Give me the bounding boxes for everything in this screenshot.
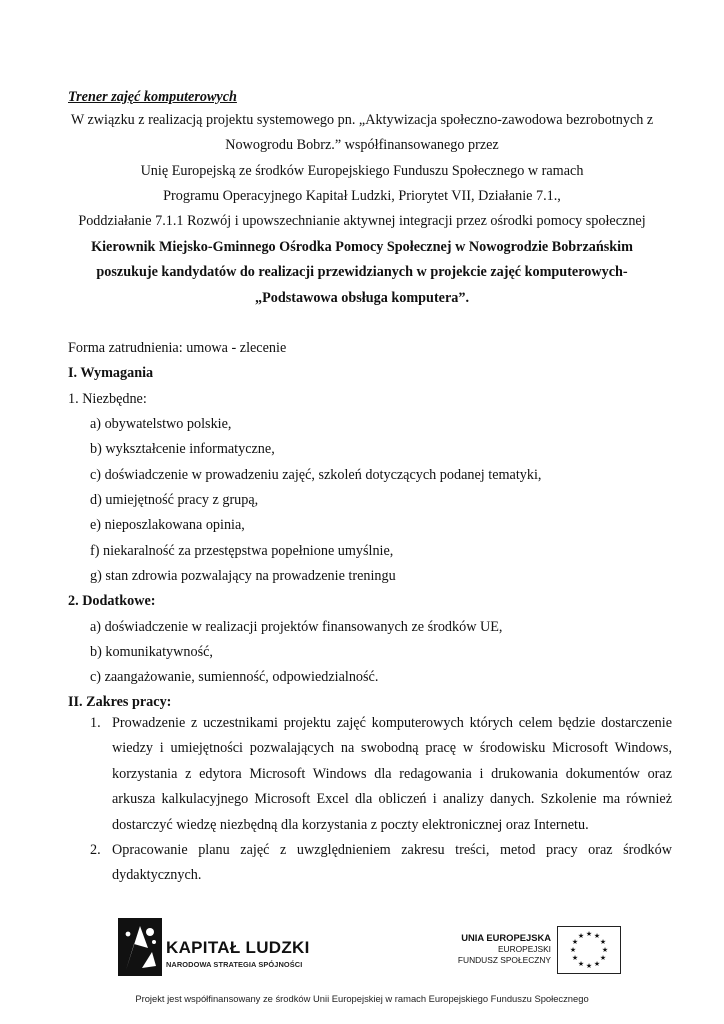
svg-text:★: ★ — [585, 962, 593, 970]
intro-line-1: W związku z realizacją projektu systemowego pn. „Aktywizacja społeczno-zawodowa bezrobotnych z — [70, 112, 654, 128]
scope-item-text: Opracowanie planu zajęć z uwzględnieniem zakresu treści, metod pracy oraz środków dydaktycznych. — [112, 842, 672, 884]
scope-item-text: Prowadzenie z uczestnikami projektu zajęć komputerowych których celem będzie dostarczenie wiedzy i umiejętności pozwalających na swobodną pracę w środowisku Microsoft Windows, korzystania z edytora Microsoft Windows dla redagowania i drukowania dokumentów oraz arkusza kalkulacyjnego Microsoft Excel dla obliczeń i analizy danych. Szkolenie ma również dostarczyć wiedzę niezbędną dla korzystania z poczty elektronicznej oraz Internetu. — [112, 715, 672, 833]
intro-line-5: Poddziałanie 7.1.1 Rozwój i upowszechnianie aktywnej integracji przez ośrodki pomocy społecznej — [78, 213, 646, 229]
employment-form: Forma zatrudnienia: umowa - zlecenie — [68, 340, 287, 356]
scope-item — [68, 711, 672, 838]
svg-text:★: ★ — [571, 954, 579, 962]
footer-note: Projekt jest współfinansowany ze środków Unii Europejskiej w ramach Europejskiego Funduszu Społecznego — [135, 993, 589, 1004]
svg-text:★: ★ — [593, 932, 601, 940]
scope-heading: II. Zakres pracy: — [68, 694, 172, 710]
eu-logo — [423, 924, 623, 976]
svg-text:★: ★ — [601, 946, 609, 954]
footer-logos — [0, 910, 724, 985]
required-item: b) wykształcenie informatyczne, — [90, 441, 275, 457]
svg-text:★: ★ — [599, 954, 607, 962]
required-item: g) stan zdrowia pozwalający na prowadzenie treningu — [90, 568, 396, 584]
required-item: c) doświadczenie w prowadzeniu zajęć, szkoleń dotyczących podanej tematyki, — [90, 467, 542, 483]
intro-line-3: Unię Europejską ze środków Europejskiego Funduszu Społecznego w ramach — [140, 163, 584, 179]
svg-text:★: ★ — [593, 960, 601, 968]
intro-line-2: Nowogrodu Bobrz.” współfinansowanego przez — [225, 137, 499, 153]
eu-flag-icon — [557, 926, 621, 974]
kapital-ludzki-logo — [166, 938, 310, 969]
eu-logo-line-2: EUROPEJSKI — [497, 944, 551, 954]
intro-line-4: Programu Operacyjnego Kapitał Ludzki, Priorytet VII, Działanie 7.1., — [163, 188, 561, 204]
required-item: d) umiejętność pracy z grupą, — [90, 492, 259, 508]
eu-logo-line-3: FUNDUSZ SPOŁECZNY — [457, 955, 551, 965]
svg-text:★: ★ — [571, 938, 579, 946]
required-item: f) niekaralność za przestępstwa popełnione umyślnie, — [90, 543, 394, 559]
requirements-heading: I. Wymagania — [68, 365, 154, 381]
svg-text:★: ★ — [569, 946, 577, 954]
additional-item: a) doświadczenie w realizacji projektów finansowanych ze środków UE, — [90, 619, 503, 635]
scope-item-number: 1. — [90, 715, 101, 731]
svg-text:★: ★ — [577, 960, 585, 968]
svg-text:★: ★ — [577, 932, 585, 940]
announcement-line-3: „Podstawowa obsługa komputera”. — [254, 290, 470, 306]
required-item: a) obywatelstwo polskie, — [90, 416, 232, 432]
additional-heading: 2. Dodatkowe: — [68, 593, 156, 609]
required-heading: 1. Niezbędne: — [68, 391, 147, 407]
kapital-ludzki-subtitle: NARODOWA STRATEGIA SPÓJNOŚCI — [166, 960, 303, 969]
scope-list — [68, 711, 672, 889]
required-item: e) nieposzlakowana opinia, — [90, 517, 245, 533]
announcement-line-2: poszukuje kandydatów do realizacji przewidzianych w projekcie zajęć komputerowych- — [96, 264, 628, 280]
document-title: Trener zajęć komputerowych — [68, 89, 237, 105]
scope-item — [68, 838, 672, 889]
svg-text:★: ★ — [599, 938, 607, 946]
kapital-ludzki-emblem-icon — [118, 918, 162, 976]
additional-item: c) zaangażowanie, sumienność, odpowiedzialność. — [90, 669, 379, 685]
scope-item-number: 2. — [90, 842, 101, 859]
svg-text:★: ★ — [585, 930, 593, 938]
announcement-line-1: Kierownik Miejsko-Gminnego Ośrodka Pomocy Społecznej w Nowogrodzie Bobrzańskim — [91, 239, 633, 255]
additional-item: b) komunikatywność, — [90, 644, 213, 660]
eu-logo-line-1: UNIA EUROPEJSKA — [461, 932, 551, 943]
kapital-ludzki-title: KAPITAŁ LUDZKI — [166, 938, 310, 957]
